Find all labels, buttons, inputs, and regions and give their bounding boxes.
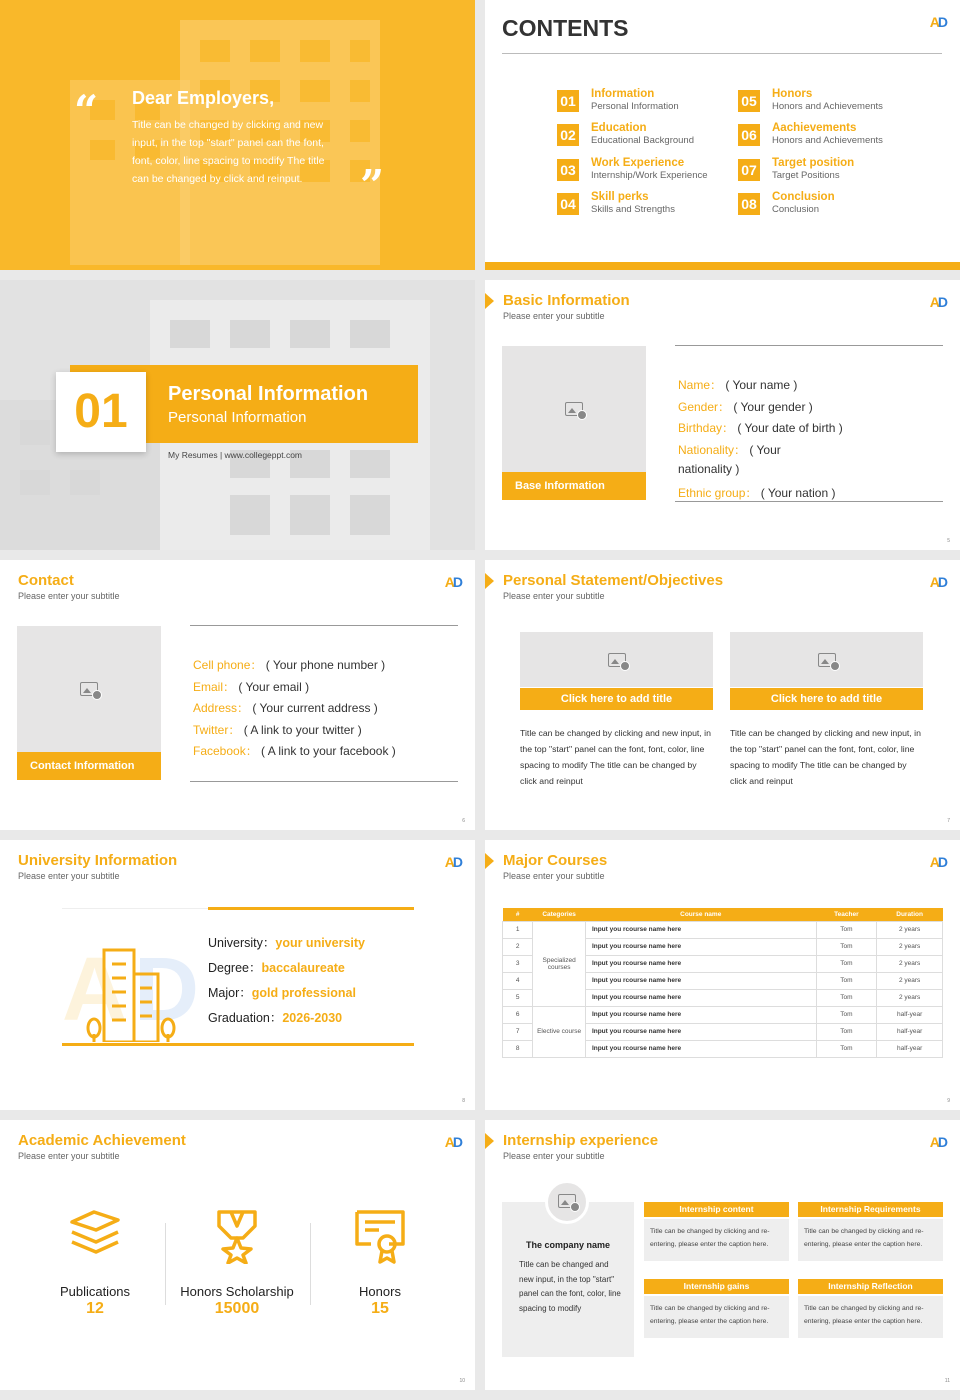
toc-number: 06 <box>738 124 760 146</box>
image-icon <box>818 653 836 667</box>
toc-subtitle: Skills and Strengths <box>591 204 675 215</box>
slide-subtitle[interactable]: Please enter your subtitle <box>503 591 605 601</box>
uni-graduation[interactable]: Graduation：2026-2030 <box>208 1011 343 1025</box>
slide-contents <box>485 0 960 270</box>
letter-body[interactable]: Title can be changed by clicking and new input, in the top "start" panel can the font, font, color, line spacing to modify The title can be changed by click and reinput. <box>132 119 325 185</box>
toc-subtitle: Target Positions <box>772 170 840 181</box>
table-row[interactable]: 4 Input you rcourse name here Tom 2 years <box>503 972 943 989</box>
box-text[interactable]: Title can be changed by clicking and re-entering, please enter the caption here. <box>644 1296 789 1338</box>
toc-title: Education <box>591 122 647 134</box>
toc-number: 03 <box>557 159 579 181</box>
toc-title: Conclusion <box>772 191 835 203</box>
toc-item-01[interactable] <box>557 88 737 116</box>
divider <box>675 501 943 502</box>
slide-subtitle[interactable]: Please enter your subtitle <box>503 871 605 881</box>
box-text[interactable]: Title can be changed by clicking and re-entering, please enter the caption here. <box>644 1219 789 1261</box>
brand-logo: AD <box>444 1134 461 1150</box>
bottom-bar <box>485 262 960 270</box>
brand-logo: AD <box>929 294 946 310</box>
toc-title: Skill perks <box>591 191 649 203</box>
toc-number: 01 <box>557 90 579 112</box>
achievement-scholarship[interactable] <box>167 1208 307 1318</box>
photo-placeholder[interactable] <box>502 346 646 472</box>
toc-number: 04 <box>557 193 579 215</box>
table-header: Categories <box>533 908 586 921</box>
slide-title[interactable]: Personal Statement/Objectives <box>503 572 724 589</box>
slide-cover-letter <box>0 0 475 270</box>
slide-internship-experience <box>485 1120 960 1390</box>
slide-basic-information <box>485 280 960 550</box>
page-number: 5 <box>947 538 950 544</box>
slide-title[interactable]: Basic Information <box>503 292 630 309</box>
category-cell: Elective course <box>533 1006 586 1057</box>
toc-title: Information <box>591 88 655 100</box>
photo-label: Base Information <box>502 472 646 500</box>
achievement-label: Publications <box>59 1284 131 1299</box>
info-name[interactable]: Name： ( Your name ) <box>678 378 798 392</box>
letter-title[interactable]: Dear Employers, <box>132 88 275 108</box>
toc-number: 08 <box>738 193 760 215</box>
page-number: 8 <box>462 1098 465 1104</box>
toc-item-02[interactable] <box>557 122 737 150</box>
company-name[interactable]: The company name <box>525 1240 611 1250</box>
open-quote-icon: “ <box>74 86 99 135</box>
slide-subtitle[interactable]: Please enter your subtitle <box>18 591 120 601</box>
toc-item-04[interactable] <box>557 191 737 219</box>
slide-subtitle[interactable]: Please enter your subtitle <box>18 871 120 881</box>
toc-subtitle: Personal Information <box>591 101 679 112</box>
company-text[interactable]: Title can be changed and new input, in the top "start" panel can the font, color, line spacing to modify <box>519 1260 621 1313</box>
toc-item-07[interactable] <box>738 157 918 185</box>
toc-title: Target position <box>772 157 855 169</box>
toc-subtitle: Internship/Work Experience <box>591 170 708 181</box>
brand-logo: AD <box>444 854 461 870</box>
toc-title: Work Experience <box>591 157 685 169</box>
slide-university-information <box>0 840 475 1110</box>
divider <box>190 781 458 782</box>
page-number: 9 <box>947 1098 950 1104</box>
card-title[interactable]: Click here to add title <box>520 688 713 710</box>
toc-item-03[interactable] <box>557 157 737 185</box>
toc-subtitle: Conclusion <box>772 204 819 215</box>
table-header: # <box>503 908 533 921</box>
table-row[interactable]: 1 Specialized courses Input you rcourse name here Tom 2 years <box>503 921 943 938</box>
divider <box>165 1223 166 1305</box>
toc-item-08[interactable] <box>738 191 918 219</box>
slide-academic-achievement <box>0 1120 475 1390</box>
toc-number: 05 <box>738 90 760 112</box>
slide-contact <box>0 560 475 830</box>
achievement-label: Honors Scholarship <box>180 1284 294 1299</box>
contact-facebook[interactable]: Facebook： ( A link to your facebook ) <box>193 744 396 758</box>
uni-major[interactable]: Major：gold professional <box>208 986 356 1000</box>
image-placeholder[interactable] <box>520 632 713 687</box>
title-arrow-icon <box>485 293 494 309</box>
page-number: 11 <box>944 1378 950 1384</box>
box-text[interactable]: Title can be changed by clicking and re-entering, please enter the caption here. <box>798 1296 943 1338</box>
toc-item-06[interactable] <box>738 122 918 150</box>
table-row[interactable]: 2 Input you rcourse name here Tom 2 years <box>503 938 943 955</box>
slide-subtitle[interactable]: Please enter your subtitle <box>18 1151 120 1161</box>
company-photo-placeholder[interactable] <box>545 1180 589 1224</box>
slide-title[interactable]: Internship experience <box>503 1132 659 1149</box>
info-nationality-cont[interactable]: nationality ) <box>678 462 740 476</box>
contents-heading[interactable]: CONTENTS <box>502 15 629 41</box>
info-birthday[interactable]: Birthday： ( Your date of birth ) <box>678 421 843 435</box>
info-ethnic-group[interactable]: Ethnic group： ( Your nation ) <box>678 486 836 500</box>
table-header: Duration <box>877 908 943 921</box>
box-header[interactable]: Internship Requirements <box>798 1202 943 1217</box>
contact-phone[interactable]: Cell phone： ( Your phone number ) <box>193 658 386 672</box>
brand-logo: AD <box>929 574 946 590</box>
title-arrow-icon <box>485 853 494 869</box>
toc-subtitle: Educational Background <box>591 135 694 146</box>
uni-university[interactable]: University：your university <box>208 936 365 950</box>
table-header: Teacher <box>816 908 877 921</box>
table-row[interactable]: 7 Input you rcourse name here Tom half-year <box>503 1023 943 1040</box>
achievement-label: Honors <box>359 1284 401 1299</box>
image-icon <box>558 1194 576 1208</box>
toc-subtitle: Honors and Achievements <box>772 135 883 146</box>
toc-title: Aachievements <box>772 122 857 134</box>
page-number: 10 <box>459 1378 465 1384</box>
page-number: 7 <box>947 818 950 824</box>
page-number: 6 <box>462 818 465 824</box>
box-header[interactable]: Internship Reflection <box>798 1279 943 1294</box>
toc-title: Honors <box>772 88 813 100</box>
table-row[interactable]: 3 Input you rcourse name here Tom 2 years <box>503 955 943 972</box>
achievement-value: 15 <box>371 1300 389 1317</box>
box-header[interactable]: Internship content <box>644 1202 789 1217</box>
building-icon <box>62 930 202 1042</box>
section-title[interactable]: Personal Information <box>168 383 369 405</box>
brand-logo: AD <box>929 14 946 30</box>
slide-title[interactable]: Major Courses <box>503 852 608 869</box>
toc-number: 02 <box>557 124 579 146</box>
toc-item-05[interactable] <box>738 88 918 116</box>
toc-number: 07 <box>738 159 760 181</box>
slide-title[interactable]: Contact <box>18 572 74 589</box>
brand-logo: AD <box>444 574 461 590</box>
category-cell: Specialized courses <box>533 921 586 1006</box>
slide-subtitle[interactable]: Please enter your subtitle <box>503 1151 605 1161</box>
svg-text:A: A <box>62 940 127 1040</box>
brand-logo: AD <box>929 854 946 870</box>
courses-table <box>502 908 943 1058</box>
info-nationality[interactable]: Nationality： ( Your <box>678 443 781 457</box>
title-arrow-icon <box>485 573 494 589</box>
slide-section-divider <box>0 280 475 550</box>
toc-subtitle: Honors and Achievements <box>772 101 883 112</box>
photo-label: Contact Information <box>17 752 161 780</box>
close-quote-icon: ” <box>360 161 385 210</box>
box-header[interactable]: Internship gains <box>644 1279 789 1294</box>
uni-degree[interactable]: Degree：baccalaureate <box>208 961 345 975</box>
frame-line <box>62 908 208 909</box>
info-gender[interactable]: Gender： ( Your gender ) <box>678 400 813 414</box>
svg-text:D: D <box>134 940 199 1040</box>
contact-twitter[interactable]: Twitter： ( A link to your twitter ) <box>193 723 362 737</box>
card-text[interactable]: Title can be changed by clicking and new input, in the top "start" panel can the font, font, color, line spacing to modify The title can be changed by click and reinput <box>520 728 711 786</box>
brand-logo: AD <box>929 1134 946 1150</box>
section-number: 01 <box>56 372 146 452</box>
card-text[interactable]: Title can be changed by clicking and new input, in the top "start" panel can the font, font, color, line spacing to modify The title can be changed by click and reinput <box>730 728 921 786</box>
frame-line <box>62 1043 414 1046</box>
divider <box>502 53 942 54</box>
section-subtitle[interactable]: Personal Information <box>168 409 307 426</box>
contact-address[interactable]: Address： ( Your current address ) <box>193 701 378 715</box>
frame-line <box>208 907 414 910</box>
table-row[interactable]: 5 Input you rcourse name here Tom 2 years <box>503 989 943 1006</box>
contact-email[interactable]: Email： ( Your email ) <box>193 680 310 694</box>
certificate-icon <box>353 1208 407 1264</box>
image-icon <box>608 653 626 667</box>
image-icon <box>80 682 98 696</box>
image-placeholder[interactable] <box>730 632 923 687</box>
slide-title[interactable]: University Information <box>18 852 178 869</box>
achievement-honors[interactable] <box>310 1208 450 1318</box>
table-row[interactable]: 8 Input you rcourse name here Tom half-year <box>503 1040 943 1057</box>
image-icon <box>565 402 583 416</box>
box-text[interactable]: Title can be changed by clicking and re-entering, please enter the caption here. <box>798 1219 943 1261</box>
medal-icon <box>215 1208 259 1264</box>
divider <box>190 625 458 626</box>
photo-placeholder[interactable] <box>17 626 161 752</box>
divider <box>675 345 943 346</box>
slide-personal-statement <box>485 560 960 830</box>
title-arrow-icon <box>485 1133 494 1149</box>
card-title[interactable]: Click here to add title <box>730 688 923 710</box>
books-icon <box>68 1208 122 1258</box>
achievement-value: 15000 <box>214 1300 260 1317</box>
slide-subtitle[interactable]: Please enter your subtitle <box>503 311 605 321</box>
table-header: Course name <box>585 908 816 921</box>
achievement-publications[interactable] <box>25 1208 165 1318</box>
slide-major-courses <box>485 840 960 1110</box>
table-row[interactable]: 6 Elective course Input you rcourse name here Tom half-year <box>503 1006 943 1023</box>
achievement-value: 12 <box>86 1300 104 1317</box>
slide-title[interactable]: Academic Achievement <box>18 1132 186 1149</box>
resume-line: My Resumes | www.collegeppt.com <box>168 450 303 460</box>
